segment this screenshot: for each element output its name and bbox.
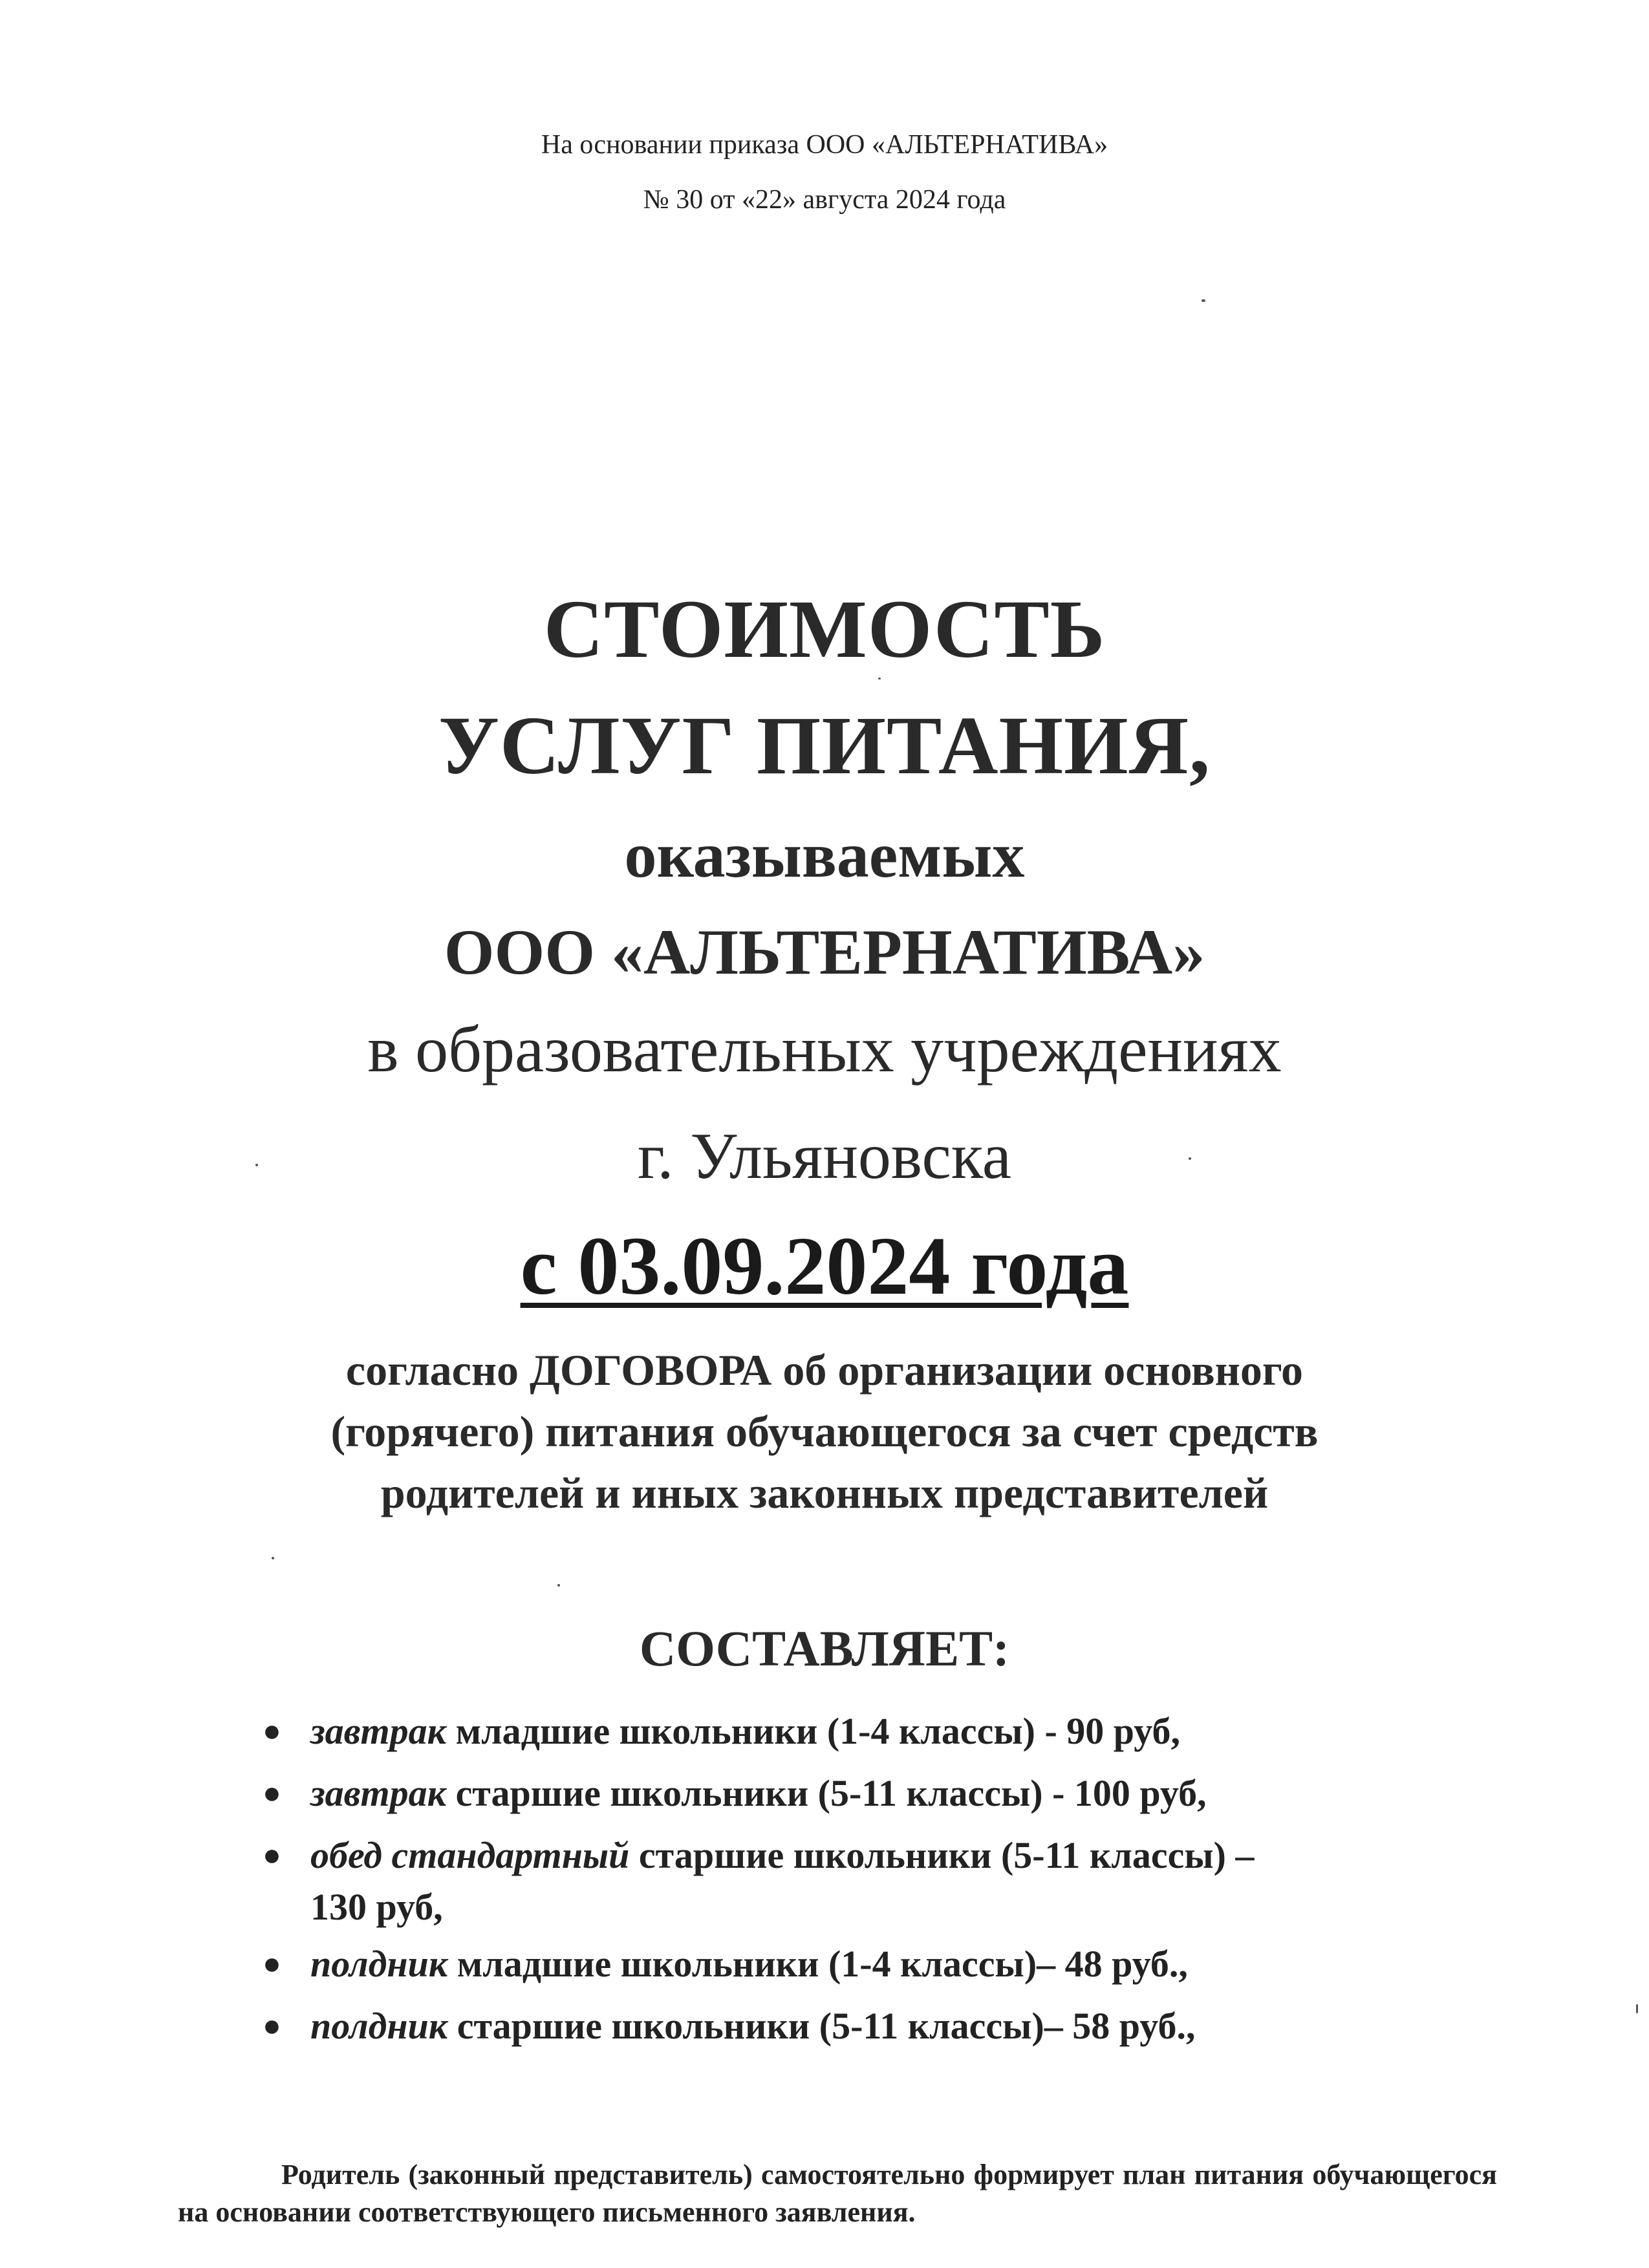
price-item-breakfast-senior <box>259 1762 1423 1824</box>
title-provided: оказываемых <box>624 819 1025 891</box>
agreement-line-3: родителей и иных законных представителей <box>380 1468 1269 1517</box>
price-item-snack-senior <box>259 1995 1423 2057</box>
meal-name: завтрак <box>310 1710 447 1752</box>
title-city: г. Ульяновска <box>637 1120 1012 1193</box>
bullet-icon: ● <box>263 1838 281 1872</box>
title-institutions: в образовательных учреждениях <box>367 1013 1282 1086</box>
price-list <box>259 1700 1423 2057</box>
scan-speck <box>1636 2004 1638 2013</box>
scan-speck <box>557 1584 560 1587</box>
title-food-services: УСЛУГ ПИТАНИЯ, <box>438 700 1211 791</box>
effective-date-text: с 03.09.2024 года <box>520 1220 1129 1312</box>
price-item-lunch-senior <box>259 1824 1423 1933</box>
agreement-line-2: (горячего) питания обучающегося за счет средств <box>330 1407 1319 1456</box>
meal-name: обед стандартный <box>310 1834 630 1876</box>
order-reference-line-2: № 30 от «22» августа 2024 года <box>643 185 1006 215</box>
bullet-icon: ● <box>263 1714 281 1748</box>
footer-note: Родитель (законный представитель) самостоятельно формирует план питания обучающегося на основании соответствующего письменного заявления. <box>178 2159 1497 2228</box>
bullet-icon: ● <box>263 1776 281 1810</box>
scan-speck <box>272 1557 274 1559</box>
title-cost: СТОИМОСТЬ <box>543 583 1106 675</box>
order-reference-line-1: На основании приказа ООО «АЛЬТЕРНАТИВА» <box>541 130 1108 160</box>
meal-name: завтрак <box>310 1772 447 1814</box>
prices-heading: СОСТАВЛЯЕТ: <box>639 1620 1010 1676</box>
title-company: ООО «АЛЬТЕРНАТИВА» <box>444 916 1205 988</box>
price-item-breakfast-junior <box>259 1700 1423 1762</box>
bullet-icon: ● <box>263 1947 281 1981</box>
price-description: старшие школьники (5-11 классы) – <box>629 1834 1255 1876</box>
scan-speck <box>878 678 881 679</box>
price-description: старшие школьники (5-11 классы) - 100 руб, <box>446 1772 1207 1814</box>
bullet-icon: ● <box>263 2009 281 2043</box>
scan-speck <box>1202 299 1205 302</box>
price-description: младшие школьники (1-4 классы) - 90 руб, <box>446 1710 1181 1752</box>
price-description: старшие школьники (5-11 классы)– 58 руб., <box>447 2005 1196 2047</box>
scan-speck <box>255 1164 258 1166</box>
meal-name: полдник <box>310 1943 448 1985</box>
price-continuation: 130 руб, <box>310 1886 443 1928</box>
scan-speck <box>1189 1157 1191 1160</box>
agreement-line-1: согласно ДОГОВОРА об организации основного <box>345 1345 1304 1395</box>
effective-date <box>0 1219 1649 1314</box>
price-description: младшие школьники (1-4 классы)– 48 руб., <box>447 1943 1188 1985</box>
meal-name: полдник <box>310 2005 448 2047</box>
price-item-snack-junior <box>259 1933 1423 1995</box>
